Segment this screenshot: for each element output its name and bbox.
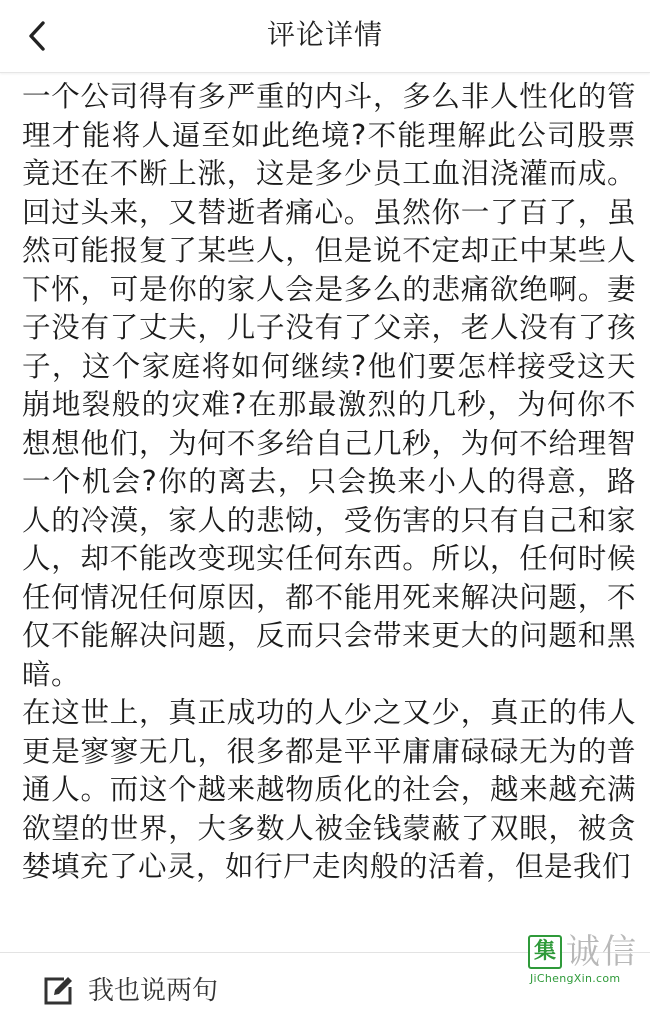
comment-body [22, 78, 636, 946]
comment-paragraph-2: 在这世上，真正成功的人少之又少，真正的伟人更是寥寥无几，很多都是平平庸庸碌碌无为的普通人。而这个越来越物质化的社会，越来越充满欲望的世界，大多数人被金钱蒙蔽了双眼，被贪婪填充了心灵，如行尸走肉般的活着，但是我们 [22, 696, 636, 883]
edit-icon [40, 973, 76, 1009]
watermark-badge: 集 [528, 935, 562, 969]
comment-paragraph-1: 一个公司得有多严重的内斗，多么非人性化的管理才能将人逼至如此绝境?不能理解此公司股票竟还在不断上涨，这是多少员工血泪浇灌而成。回过头来，又替逝者痛心。虽然你一了百了，虽然可能报复了某些人，但是说不定却正中某些人下怀，可是你的家人会是多么的悲痛欲绝啊。妻子没有了丈夫，儿子没有了父亲，老人没有了孩子，这个家庭将如何继续?他们要怎样接受这天崩地裂般的灾难?在那最激烈的几秒，为何你不想想他们，为何不多给自己几秒，为何不给理智一个机会?你的离去，只会换来小人的得意，路人的冷漠，家人的悲恸，受伤害的只有自己和家人，却不能改变现实任何东西。所以，任何时候任何情况任何原因，都不能用死来解决问题，不仅不能解决问题，反而只会带来更大的问题和黑暗。 [22, 80, 636, 691]
watermark-logo [528, 932, 644, 972]
watermark-characters: 诚信 [566, 932, 638, 972]
top-navigation-bar [0, 0, 650, 73]
site-watermark [528, 932, 644, 988]
watermark-url: JiChengXin.com [530, 972, 621, 985]
reply-placeholder: 我也说两句 [88, 976, 219, 1006]
page-title: 评论详情 [266, 18, 383, 51]
reply-input-trigger[interactable] [40, 973, 218, 1013]
